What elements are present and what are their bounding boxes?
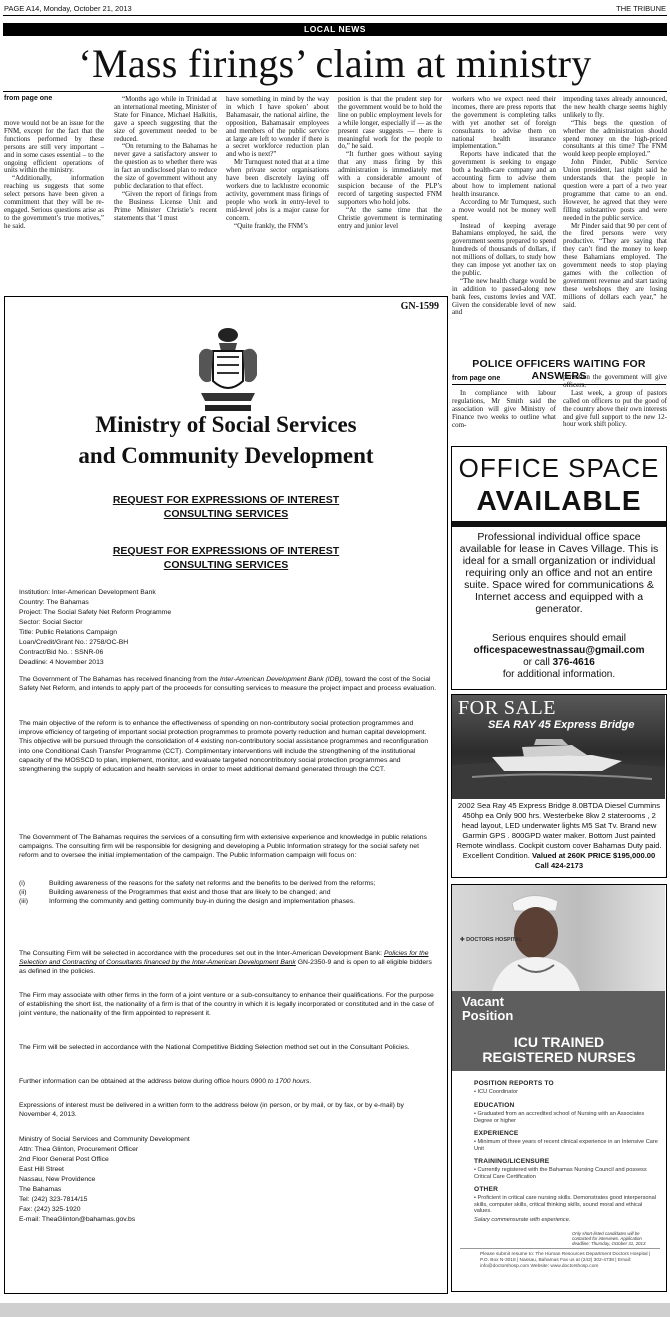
article-col-6 bbox=[563, 96, 667, 354]
address-line: Nassau, New Providence bbox=[19, 1176, 96, 1183]
deadline-note: Only short-listed candidates will be contacted for interviews. Application deadline: Thursday, October 31, 2013 bbox=[572, 1231, 646, 1247]
paragraph: “Additionally, information reaching us suggests that some select persons have been given a commitment that they will be re-engaged. Serious questions arise as to the government’s true motives,” he said. bbox=[4, 174, 104, 230]
office-description: Professional individual office space available for lease in Caves Village. This is ideal for a small organization or individual requiring only an office and not an entire suite. Space wired for communications & Internet access and equipped with a generator. bbox=[459, 531, 659, 615]
page-header-right: THE TRIBUNE bbox=[616, 4, 666, 13]
address-line: 2nd Floor General Post Office bbox=[19, 1156, 109, 1163]
paragraph: “It further goes without saying that any mass firing by this administration is immediately met with a considerable amount of suspicion because of the PLP’s record of targeting suspected FNM supporters who hold jobs. bbox=[338, 150, 442, 206]
list-text: Building awareness of the Programmes that exist and those that are likely to be changed; and bbox=[49, 889, 331, 897]
other-section bbox=[474, 1187, 658, 1215]
paragraph: “The new health charge would be in addition to passed-along new bank fees, customs levies and VAT. Given the considerable level of new and bbox=[452, 276, 556, 317]
list-text: Building awareness of the reasons for the safety net reforms and the benefits to be derived from the reforms; bbox=[49, 880, 376, 887]
vacant-position-label bbox=[462, 995, 513, 1023]
rfe-line: REQUEST FOR EXPRESSIONS OF INTEREST bbox=[112, 494, 340, 506]
ministry-title bbox=[5, 409, 447, 471]
paragraph: position is that the prudent step for the government would be to hold the line on public employment levels for a while longer, especially if — as the present case suggests — there is meaningful work for the people to do,” he said. bbox=[338, 96, 442, 151]
page-header-left: PAGE A14, Monday, October 21, 2013 bbox=[4, 4, 132, 13]
meta-line: Contract/Bid No. : SSNR-06 bbox=[19, 649, 104, 656]
paragraph: Instead of keeping average Bahamians employed, he said, the government seems prepared to spend hundreds of thousands of dollars, if not millions of dollars, to study how they can impose yet another tax on the public. bbox=[452, 221, 556, 277]
section-heading: EDUCATION bbox=[474, 1102, 515, 1109]
text: GN-2350-9 and is open to all eligible bidders as defined in the policies. bbox=[19, 959, 432, 976]
nurse-vacancy-ad bbox=[451, 884, 667, 1292]
boat-model: SEA RAY 45 Express Bridge bbox=[488, 719, 635, 731]
notice-paragraph-6: The Firm will be selected in accordance with the National Competitive Bidding Selection method set out in the Consultant Policies. bbox=[19, 1044, 410, 1051]
paragraph: “Quite frankly, the FNM’s bbox=[234, 221, 308, 230]
meta-line: Institution: Inter-American Development Bank bbox=[19, 589, 156, 596]
coat-of-arms-icon bbox=[191, 321, 265, 421]
meta-line: Project: The Social Safety Net Reform Programme bbox=[19, 609, 172, 616]
police-headline: POLICE OFFICERS WAITING FOR ANSWERS bbox=[452, 358, 666, 385]
text: to 1700 hours. bbox=[267, 1078, 312, 1085]
text: toward the cost of the Social Safety Net Reform, and intends to apply part of the proceeds for consulting services to measure the project impact and process evaluation. bbox=[19, 676, 437, 693]
address-line: Fax: (242) 325-1920 bbox=[19, 1206, 81, 1213]
address-line: Ministry of Social Services and Community Development bbox=[19, 1136, 190, 1143]
office-contact bbox=[456, 633, 662, 681]
licensure-section bbox=[474, 1159, 658, 1180]
office-title: OFFICE SPACE bbox=[458, 453, 660, 483]
salary-note: Salary commensurate with experience. bbox=[474, 1217, 571, 1223]
text: Inter-American Development Bank (IDB), bbox=[219, 676, 344, 683]
notice-paragraph-8: Expressions of interest must be delivered in a written form to the address below (in person, or by mail, or by fax, or by e-mail) by November 4, 2013. bbox=[19, 1102, 404, 1119]
meta-line: Title: Public Relations Campaign bbox=[19, 629, 117, 636]
job-title bbox=[452, 1035, 666, 1065]
notice-paragraph-5: The Firm may associate with other firms in the form of a joint venture or a sub-consultancy to enhance their qualifications. For the purpose of establishing the short list, the nationality of a firm is that of the country in which it is legally incorporated or constituted and in the case of joint venture, the nationality of the firm appointed to represent it. bbox=[19, 992, 434, 1018]
text: The Consulting Firm will be selected in accordance with the procedures set out in the Inter-American Development Bank: bbox=[19, 950, 384, 957]
notice-paragraph-2: The main objective of the reform is to enhance the effectiveness of spending on non-contributory social protection programmes and improve efficiency of targeting of important social protection programmes to promote poverty reduction and human capital development. This objective will be pursued through the consolidation of 4 existing non-contributory social assistance programmes and reconfiguration into one Conditional Cash Transfer Programme (CCT). Complimentary interventions will include the strengthening of the institutional capacity of the MOSSCD to plan, implement, monitor, and evaluate targeted noncontributory social protection programmes and strengthening the supply of education and health services in order to meet additional demand generated through the CCT. bbox=[19, 720, 429, 774]
reports-to-section bbox=[474, 1081, 658, 1096]
header-rule bbox=[3, 15, 667, 16]
notice-paragraph-7 bbox=[19, 1077, 437, 1086]
address-line: The Bahamas bbox=[19, 1186, 62, 1193]
text: The Government of The Bahamas has received financing from the bbox=[19, 676, 220, 683]
boat-phone[interactable]: Call 424-2173 bbox=[534, 861, 584, 870]
meta-line: Loan/Credit/Grant No.: 2758/OC-BH bbox=[19, 639, 129, 646]
police-col-1 bbox=[452, 390, 556, 442]
text: • Minimum of three years of recent clinical experience in an Intensive Care Unit bbox=[474, 1138, 658, 1152]
paragraph: “On returning to the Bahamas he never gave a satisfactory answer to the question as to whether there was in fact an undisclosed plan to reduce the size of government without any public declaration to that effect. bbox=[114, 142, 217, 190]
section-label: LOCAL NEWS bbox=[3, 23, 667, 36]
section-heading: TRAINING/LICENSURE bbox=[474, 1158, 550, 1165]
text: or call bbox=[523, 657, 550, 668]
notice-paragraph-4 bbox=[19, 949, 437, 977]
list-marker: (iii) bbox=[19, 898, 29, 906]
focus-list bbox=[19, 879, 437, 907]
meta-line: Sector: Social Sector bbox=[19, 619, 83, 626]
article-col-3 bbox=[226, 96, 329, 283]
meta-line: Country: The Bahamas bbox=[19, 599, 89, 606]
from-page-label: from page one bbox=[4, 95, 53, 102]
contact-address bbox=[19, 1135, 437, 1225]
text: 2002 Sea Ray 45 Express Bridge 8.0BTDA Diesel Cummins 450hp ea Only 900 hrs. Westerbeke 8kw 2 staterooms , 2 head layout, LED underwater lights M5 Sat Tv. Brand new Garmin GPS . 800GPD water maker. Bottom Just painted Remote windlass. Cockpit custom cover Bahamas Duty paid. Excellent Condition. bbox=[456, 801, 662, 860]
paragraph: Reports have indicated that the government is seeking to engage both a health-care company and an accounting firm to advise them about how to implement national health insurance. bbox=[452, 150, 556, 198]
section-heading: OTHER bbox=[474, 1186, 499, 1193]
article-col-4 bbox=[338, 96, 442, 283]
text: ICU TRAINED bbox=[513, 1034, 605, 1050]
paragraph: pensation the government will give officers. bbox=[563, 374, 667, 389]
paragraph: Mr Pinder said that 90 per cent of the fired persons were very productive. “They are saying that they can’t find the money to keep these Bahamians employed. The government needs to stop playing games with the collection of government revenue and start taxing these webshops they are losing millions of dollars each year,” he said. bbox=[563, 221, 667, 309]
article-col-2 bbox=[114, 96, 217, 283]
call-line bbox=[456, 657, 662, 669]
paragraph: “At the same time that the Christie government is terminating entry and junior level bbox=[338, 205, 442, 230]
for-sale-title: FOR SALE bbox=[458, 697, 556, 719]
meta-line: Deadline: 4 November 2013 bbox=[19, 659, 104, 666]
section-heading: EXPERIENCE bbox=[474, 1130, 519, 1137]
paragraph: “Months ago while in Trinidad at an international meeting, Minister of State for Finance, Michael Halkitis, gave a speech suggesting that the size of government needed to be reduced. bbox=[114, 96, 217, 143]
page-bottom-strip bbox=[0, 1303, 670, 1317]
paragraph: “Given the report of firings from the Business License Unit and Prime Minister Christie’s recent statements that ‘I must bbox=[114, 189, 217, 222]
logo-text: DOCTORS HOSPITAL bbox=[466, 937, 523, 943]
email-line: E-mail: TheaGlinton@bahamas.gov.bs bbox=[19, 1216, 136, 1223]
ministry-line-1: Ministry of Social Services bbox=[95, 412, 357, 437]
education-section bbox=[474, 1103, 658, 1124]
text: Vacant bbox=[462, 994, 504, 1009]
submission-info: Please submit resume to: The Human Resources Department Doctors Hospital | P.O. Box N-3018 | Nassau, Bahamas Fax us at (242) 302-4738 | Email: info@doctorshosp.com Website: www.doctorshosp.com bbox=[460, 1248, 660, 1270]
text: • Currently registered with the Bahamas Nursing Council and possess Critical Care Certification bbox=[474, 1166, 647, 1180]
rfe-line: REQUEST FOR EXPRESSIONS OF INTEREST bbox=[112, 545, 340, 557]
boat-price: Valued at 260K PRICE $195,000.00 bbox=[531, 851, 656, 860]
text: Further information can be obtained at the address below during office hours 0900 bbox=[19, 1078, 268, 1085]
police-col-2 bbox=[563, 374, 667, 442]
enquiry-text: Serious enquires should email bbox=[492, 633, 626, 644]
list-marker: (i) bbox=[19, 880, 26, 887]
experience-section bbox=[474, 1131, 658, 1152]
paragraph: Mr Turnquest noted that at a time when private sector organisations have been discretely laying off workers due to lacklustre economic activity, government mass firings of people who work in entry-level to mid-level jobs is a major cause for concern. bbox=[226, 158, 329, 222]
paragraph: Last week, a group of pastors called on officers to put the good of the country above their own interests and give full support to the new 12-hour work shift policy. bbox=[563, 388, 667, 429]
rfe-heading-2 bbox=[5, 544, 447, 572]
contract-meta bbox=[19, 588, 437, 668]
list-marker: (ii) bbox=[19, 889, 27, 897]
headline-rule bbox=[3, 91, 667, 92]
address-line: East Hill Street bbox=[19, 1166, 64, 1173]
rfe-heading-1 bbox=[5, 493, 447, 521]
article-col-1 bbox=[4, 120, 104, 256]
boat-description bbox=[455, 801, 663, 871]
paragraph: impending taxes already announced, the new health charge seems highly unlikely to fly. bbox=[563, 96, 667, 119]
office-email[interactable]: officespacewestnassau@gmail.com bbox=[473, 645, 645, 656]
notice-paragraph-3: The Government of The Bahamas requires the services of a consulting firm with extensive experience and knowledge in public relations campaigns. The consulting firm will be responsible for designing and developing a Public Information strategy for the social safety net reform and to oversee the initial implementation of the campaign. The Public Information campaign will focus on: bbox=[19, 834, 427, 860]
text: • ICU Coordinator bbox=[474, 1088, 518, 1095]
office-space-ad bbox=[451, 446, 667, 690]
office-phone[interactable]: 376-4616 bbox=[552, 657, 595, 668]
boat-sale-ad bbox=[451, 694, 667, 878]
text: • Proficient in critical care nursing skills. Demonstrates good interpersonal skills, computer skills, critical thinking skills, sound moral and ethical values. bbox=[474, 1194, 656, 1215]
paragraph: workers who we expect need their incomes, there are press reports that the government is completing talks with yet another set of foreign consultants to advise them on national health insurance implementation.” bbox=[452, 96, 556, 151]
hospital-logo: ✚ DOCTORS HOSPITAL bbox=[460, 937, 523, 943]
headline: ‘Mass firings’ claim at ministry bbox=[78, 41, 592, 86]
article-col-5 bbox=[452, 96, 556, 354]
notice-paragraph-1 bbox=[19, 675, 437, 693]
text: • Graduated from an accredited school of Nursing with an Associates Degree or higher bbox=[474, 1110, 645, 1124]
ministry-line-2: and Community Development bbox=[78, 443, 374, 468]
enquiry-text: for additional information. bbox=[502, 669, 616, 680]
paragraph: “This begs the question of whether the administration should spend money on the high-priced consultants at this time? The FNM would keep people employed.” bbox=[563, 118, 667, 159]
section-heading: POSITION REPORTS TO bbox=[474, 1080, 554, 1087]
text: REGISTERED NURSES bbox=[482, 1049, 636, 1065]
address-line: Tel: (242) 323-7814/15 bbox=[19, 1196, 88, 1203]
paragraph: move would not be an issue for the FNM, except for the fact that the functions performed by these persons are still very important – and in some cases essential – to the ongoing efficient operations of units within the ministry. bbox=[4, 120, 104, 175]
address-line: Attn: Thea Glinton, Procurement Officer bbox=[19, 1146, 139, 1153]
government-notice bbox=[4, 296, 448, 1294]
list-text: Informing the community and getting community buy-in during the design and implementation phases. bbox=[49, 898, 356, 906]
available-title: AVAILABLE bbox=[476, 485, 642, 516]
list-item bbox=[19, 879, 437, 888]
paragraph: According to Mr Turnquest, such a move would not be money well spent. bbox=[452, 197, 556, 222]
list-item bbox=[19, 888, 437, 897]
police-from-page: from page one bbox=[452, 375, 501, 382]
rfe-line: CONSULTING SERVICES bbox=[163, 559, 289, 571]
paragraph: have something in mind by the way in which I have spoken’ about Bahamasair, the national airline, the opposition, Bahamasair employees and members of the public service at large are left to wonder if there is a secret workforce reduction plan and who is next?” bbox=[226, 96, 329, 159]
list-item bbox=[19, 897, 437, 906]
paragraph: John Pinder, Public Service Union president, last night said he understands that the people in question were a part of a two year programme that came to an end. However, he agreed that they were filling substantive posts and were needed in the public service. bbox=[563, 158, 667, 222]
policy-link: Policies for the Selection and Contracting of Consultants financed by the Inter-American Development Bank bbox=[19, 950, 429, 967]
paragraph: In compliance with labour regulations, Mr Smith said the association will give Ministry of Finance two weeks to outline what com- bbox=[452, 390, 556, 429]
divider bbox=[452, 521, 666, 527]
rfe-line: CONSULTING SERVICES bbox=[163, 508, 289, 520]
notice-code: GN-1599 bbox=[400, 301, 439, 312]
text: Position bbox=[462, 1008, 514, 1023]
